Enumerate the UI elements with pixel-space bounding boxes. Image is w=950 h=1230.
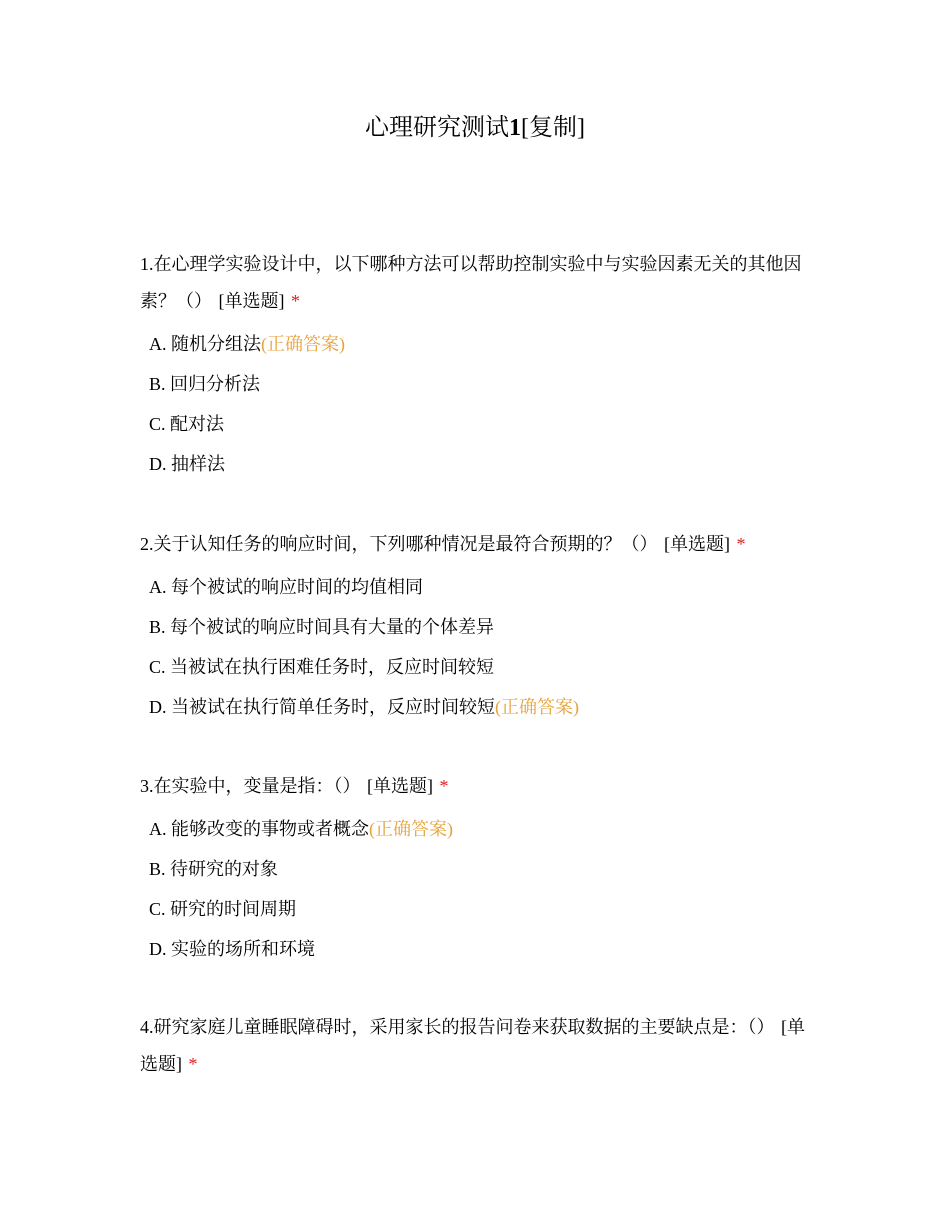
option-a[interactable] <box>149 324 820 364</box>
option-label: B. 回归分析法 <box>149 374 261 394</box>
correct-answer-label: (正确答案) <box>261 334 345 354</box>
correct-answer-label: (正确答案) <box>369 819 453 839</box>
page-title <box>0 112 950 144</box>
option-label: B. 每个被试的响应时间具有大量的个体差异 <box>149 617 495 637</box>
question-1 <box>140 246 820 484</box>
title-main: 心理研究测试 <box>365 115 509 141</box>
option-a[interactable] <box>149 567 820 607</box>
option-label: A. 能够改变的事物或者概念 <box>149 819 369 839</box>
option-d[interactable] <box>149 929 820 969</box>
correct-answer-label: (正确答案) <box>495 697 579 717</box>
question-text <box>140 1009 820 1083</box>
question-stem: 3.在实验中，变量是指：（） <box>140 776 361 796</box>
option-c[interactable] <box>149 647 820 687</box>
question-stem: 2.关于认知任务的响应时间，下列哪种情况是最符合预期的？（） <box>140 534 658 554</box>
question-text <box>140 526 820 563</box>
question-text <box>140 768 820 805</box>
question-type-tag: [单选题] <box>367 776 433 796</box>
question-type-tag: [单选题] <box>664 534 730 554</box>
option-list <box>140 567 820 727</box>
option-label: D. 实验的场所和环境 <box>149 939 315 959</box>
question-type-tag: [单选题] <box>140 1017 805 1074</box>
required-mark: * <box>736 534 746 554</box>
option-label: C. 研究的时间周期 <box>149 899 297 919</box>
option-label: A. 随机分组法 <box>149 334 261 354</box>
option-d[interactable] <box>149 444 820 484</box>
question-2 <box>140 526 820 727</box>
option-list <box>140 324 820 484</box>
option-label: A. 每个被试的响应时间的均值相同 <box>149 577 423 597</box>
required-mark: * <box>439 776 449 796</box>
option-c[interactable] <box>149 404 820 444</box>
option-c[interactable] <box>149 889 820 929</box>
question-text <box>140 246 820 320</box>
option-list <box>140 809 820 969</box>
question-3 <box>140 768 820 969</box>
question-type-tag: [单选题] <box>218 291 285 311</box>
question-stem: 1.在心理学实验设计中，以下哪种方法可以帮助控制实验中与实验因素无关的其他因素？（） <box>140 254 802 311</box>
title-number: 1 <box>509 115 521 141</box>
option-a[interactable] <box>149 809 820 849</box>
option-b[interactable] <box>149 364 820 404</box>
title-suffix: [复制] <box>521 115 585 141</box>
option-label: D. 当被试在执行简单任务时，反应时间较短 <box>149 697 495 717</box>
question-4 <box>140 1009 820 1083</box>
required-mark: * <box>291 291 300 311</box>
option-d[interactable] <box>149 687 820 727</box>
question-stem: 4.研究家庭儿童睡眠障碍时，采用家长的报告问卷来获取数据的主要缺点是：（） <box>140 1017 775 1037</box>
option-b[interactable] <box>149 849 820 889</box>
option-label: C. 当被试在执行困难任务时，反应时间较短 <box>149 657 495 677</box>
option-b[interactable] <box>149 607 820 647</box>
required-mark: * <box>188 1054 198 1074</box>
option-label: B. 待研究的对象 <box>149 859 279 879</box>
option-label: D. 抽样法 <box>149 454 225 474</box>
option-label: C. 配对法 <box>149 414 225 434</box>
